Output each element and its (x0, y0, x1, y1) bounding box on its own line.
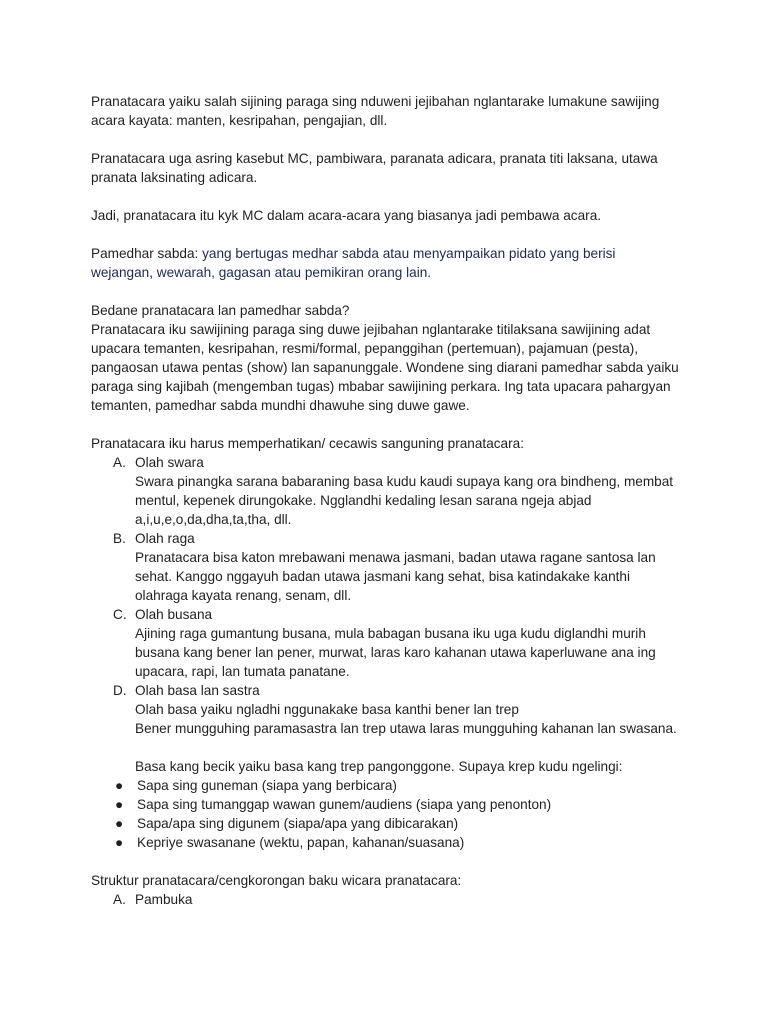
list-item-title: Olah swara (135, 455, 204, 470)
paragraph-aliases: Pranatacara uga asring kasebut MC, pambiwara, paranata adicara, pranata titi laksana, utawa pranata laksinating adicara. (91, 151, 658, 185)
list-item-title: Pambuka (135, 892, 193, 907)
list-item (91, 605, 681, 681)
list-item-body: Swara pinangka sarana babaraning basa kudu kaudi supaya kang ora bindheng, membat mentul, kepenek dirungokake. Ngglandhi kedaling lesan sarana ngeja abjad a,i,u,e,o,da,dha,ta,tha, dll. (135, 474, 674, 527)
list-marker: D. (113, 683, 127, 698)
preparation-list (91, 453, 681, 776)
bullet-icon: ● (115, 797, 124, 812)
bullet-text: Sapa sing tumanggap wawan gunem/audiens (siapa yang penonton) (137, 797, 552, 812)
list-marker: C. (113, 607, 127, 622)
pamedhar-sabda-term: Pamedhar sabda: (91, 246, 203, 261)
bullet-list (91, 776, 681, 852)
paragraph-difference (91, 301, 681, 415)
list-item-title: Olah busana (135, 607, 213, 622)
bullet-item (91, 776, 681, 795)
bullet-item (91, 795, 681, 814)
bullet-text: Sapa sing guneman (siapa yang berbicara) (137, 778, 397, 793)
list-item-body: Ajining raga gumantung busana, mula babagan busana iku uga kudu diglandhi murih busana kang bener lan pener, murwat, laras karo kahanan utawa kaperluwane ana ing upacara, rapi, lan tumata panatane. (135, 626, 656, 679)
list-item-body: Olah basa yaiku ngladhi nggunakake basa kanthi bener lan trep (135, 702, 519, 717)
list-item-body: Basa kang becik yaiku basa kang trep pangonggone. Supaya krep kudu ngelingi: (135, 759, 623, 774)
list-item-title: Olah raga (135, 531, 195, 546)
paragraph-pamedhar-sabda (91, 244, 681, 282)
paragraph-mc-explanation: Jadi, pranatacara itu kyk MC dalam acara-acara yang biasanya jadi pembawa acara. (91, 208, 602, 223)
list-item-title: Olah basa lan sastra (135, 683, 260, 698)
difference-question: Bedane pranatacara lan pamedhar sabda? (91, 303, 350, 318)
list-item (91, 453, 681, 529)
list-item-body: Pranatacara bisa katon mrebawani menawa jasmani, badan utawa ragane santosa lan sehat. Kanggo nggayuh badan utawa jasmani kang sehat, bisa katindakake kanthi olahraga kayata renang, senam, dll. (135, 550, 656, 603)
list-marker: A. (113, 892, 126, 907)
structure-list (91, 890, 681, 909)
preparation-intro: Pranatacara iku harus memperhatikan/ cecawis sanguning pranatacara: (91, 436, 524, 451)
bullet-text: Kepriye swasanane (wektu, papan, kahanan/suasana) (137, 835, 465, 850)
paragraph-definition: Pranatacara yaiku salah sijining paraga sing nduweni jejibahan nglantarake lumakune sawijing acara kayata: manten, kesripahan, pengajian, dll. (91, 94, 660, 128)
spacer (135, 738, 681, 757)
pamedhar-sabda-definition: yang bertugas medhar sabda atau menyampaikan pidato yang berisi wejangan, wewarah, gagasan atau pemikiran orang lain. (91, 246, 616, 280)
bullet-text: Sapa/apa sing digunem (siapa/apa yang dibicarakan) (137, 816, 459, 831)
list-item (91, 529, 681, 605)
difference-answer: Pranatacara iku sawijining paraga sing duwe jejibahan nglantarake titilaksana sawijining adat upacara temanten, kesripahan, resmi/formal, pepanggihan (pertemuan), pajamuan (pesta), pangaosan utawa pentas (show) lan sapanunggale. Wondene sing diarani pamedhar sabda yaiku paraga sing kajibah (mengemban tugas) mbabar sawijining perkara. Ing tata upacara pahargyan temanten, pamedhar sabda mundhi dhawuhe sing duwe gawe. (91, 322, 679, 413)
bullet-item (91, 814, 681, 833)
bullet-icon: ● (115, 835, 124, 850)
bullet-icon: ● (115, 816, 124, 831)
structure-intro: Struktur pranatacara/cengkorongan baku wicara pranatacara: (91, 873, 462, 888)
list-item (91, 681, 681, 776)
bullet-icon: ● (115, 778, 124, 793)
list-marker: A. (113, 455, 126, 470)
document-content (91, 92, 681, 909)
list-item (91, 890, 681, 909)
list-item-body: Bener mungguhing paramasastra lan trep utawa laras mungguhing kahanan lan swasana. (135, 721, 677, 736)
list-marker: B. (113, 531, 126, 546)
bullet-item (91, 833, 681, 852)
